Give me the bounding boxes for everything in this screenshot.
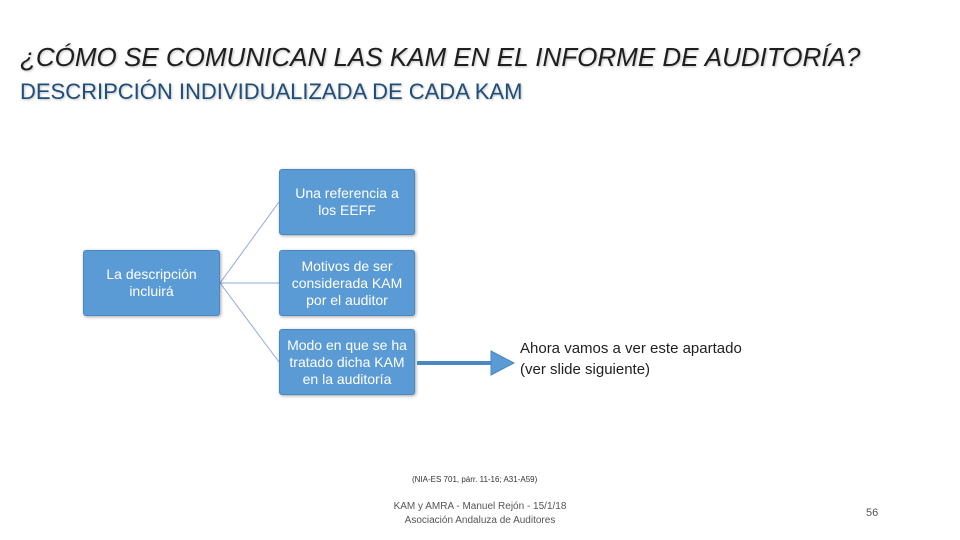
connector-line-3 <box>220 283 279 362</box>
footer-text: KAM y AMRA - Manuel Rejón - 15/1/18 Asociación Andaluza de Auditores <box>393 501 567 526</box>
diagram-item-treatment <box>279 329 415 395</box>
note-text: Ahora vamos a ver este apartado (ver slide siguiente) <box>520 340 742 378</box>
reference-citation: (NIA-ES 701, párr. 11-16; A31-A59) <box>412 475 538 484</box>
diagram-item-reference <box>279 169 415 235</box>
diagram-root-label: La descripción incluirá <box>106 266 197 299</box>
right-arrow-icon <box>415 346 517 380</box>
slide-subtitle: DESCRIPCIÓN INDIVIDUALIZADA DE CADA KAM <box>20 79 523 104</box>
diagram-item-label: Modo en que se ha tratado dicha KAM en la auditoría <box>287 336 407 387</box>
diagram-item-label: Una referencia a los EEFF <box>295 185 399 218</box>
page-number: 56 <box>866 507 879 519</box>
connector-line-1 <box>220 202 279 283</box>
diagram-item-label: Motivos de ser considerada KAM por el auditor <box>291 257 403 308</box>
diagram-item-motives <box>279 250 415 316</box>
slide-title: ¿CÓMO SE COMUNICAN LAS KAM EN EL INFORME DE AUDITORÍA? <box>20 42 861 72</box>
diagram-root-node <box>83 250 220 316</box>
